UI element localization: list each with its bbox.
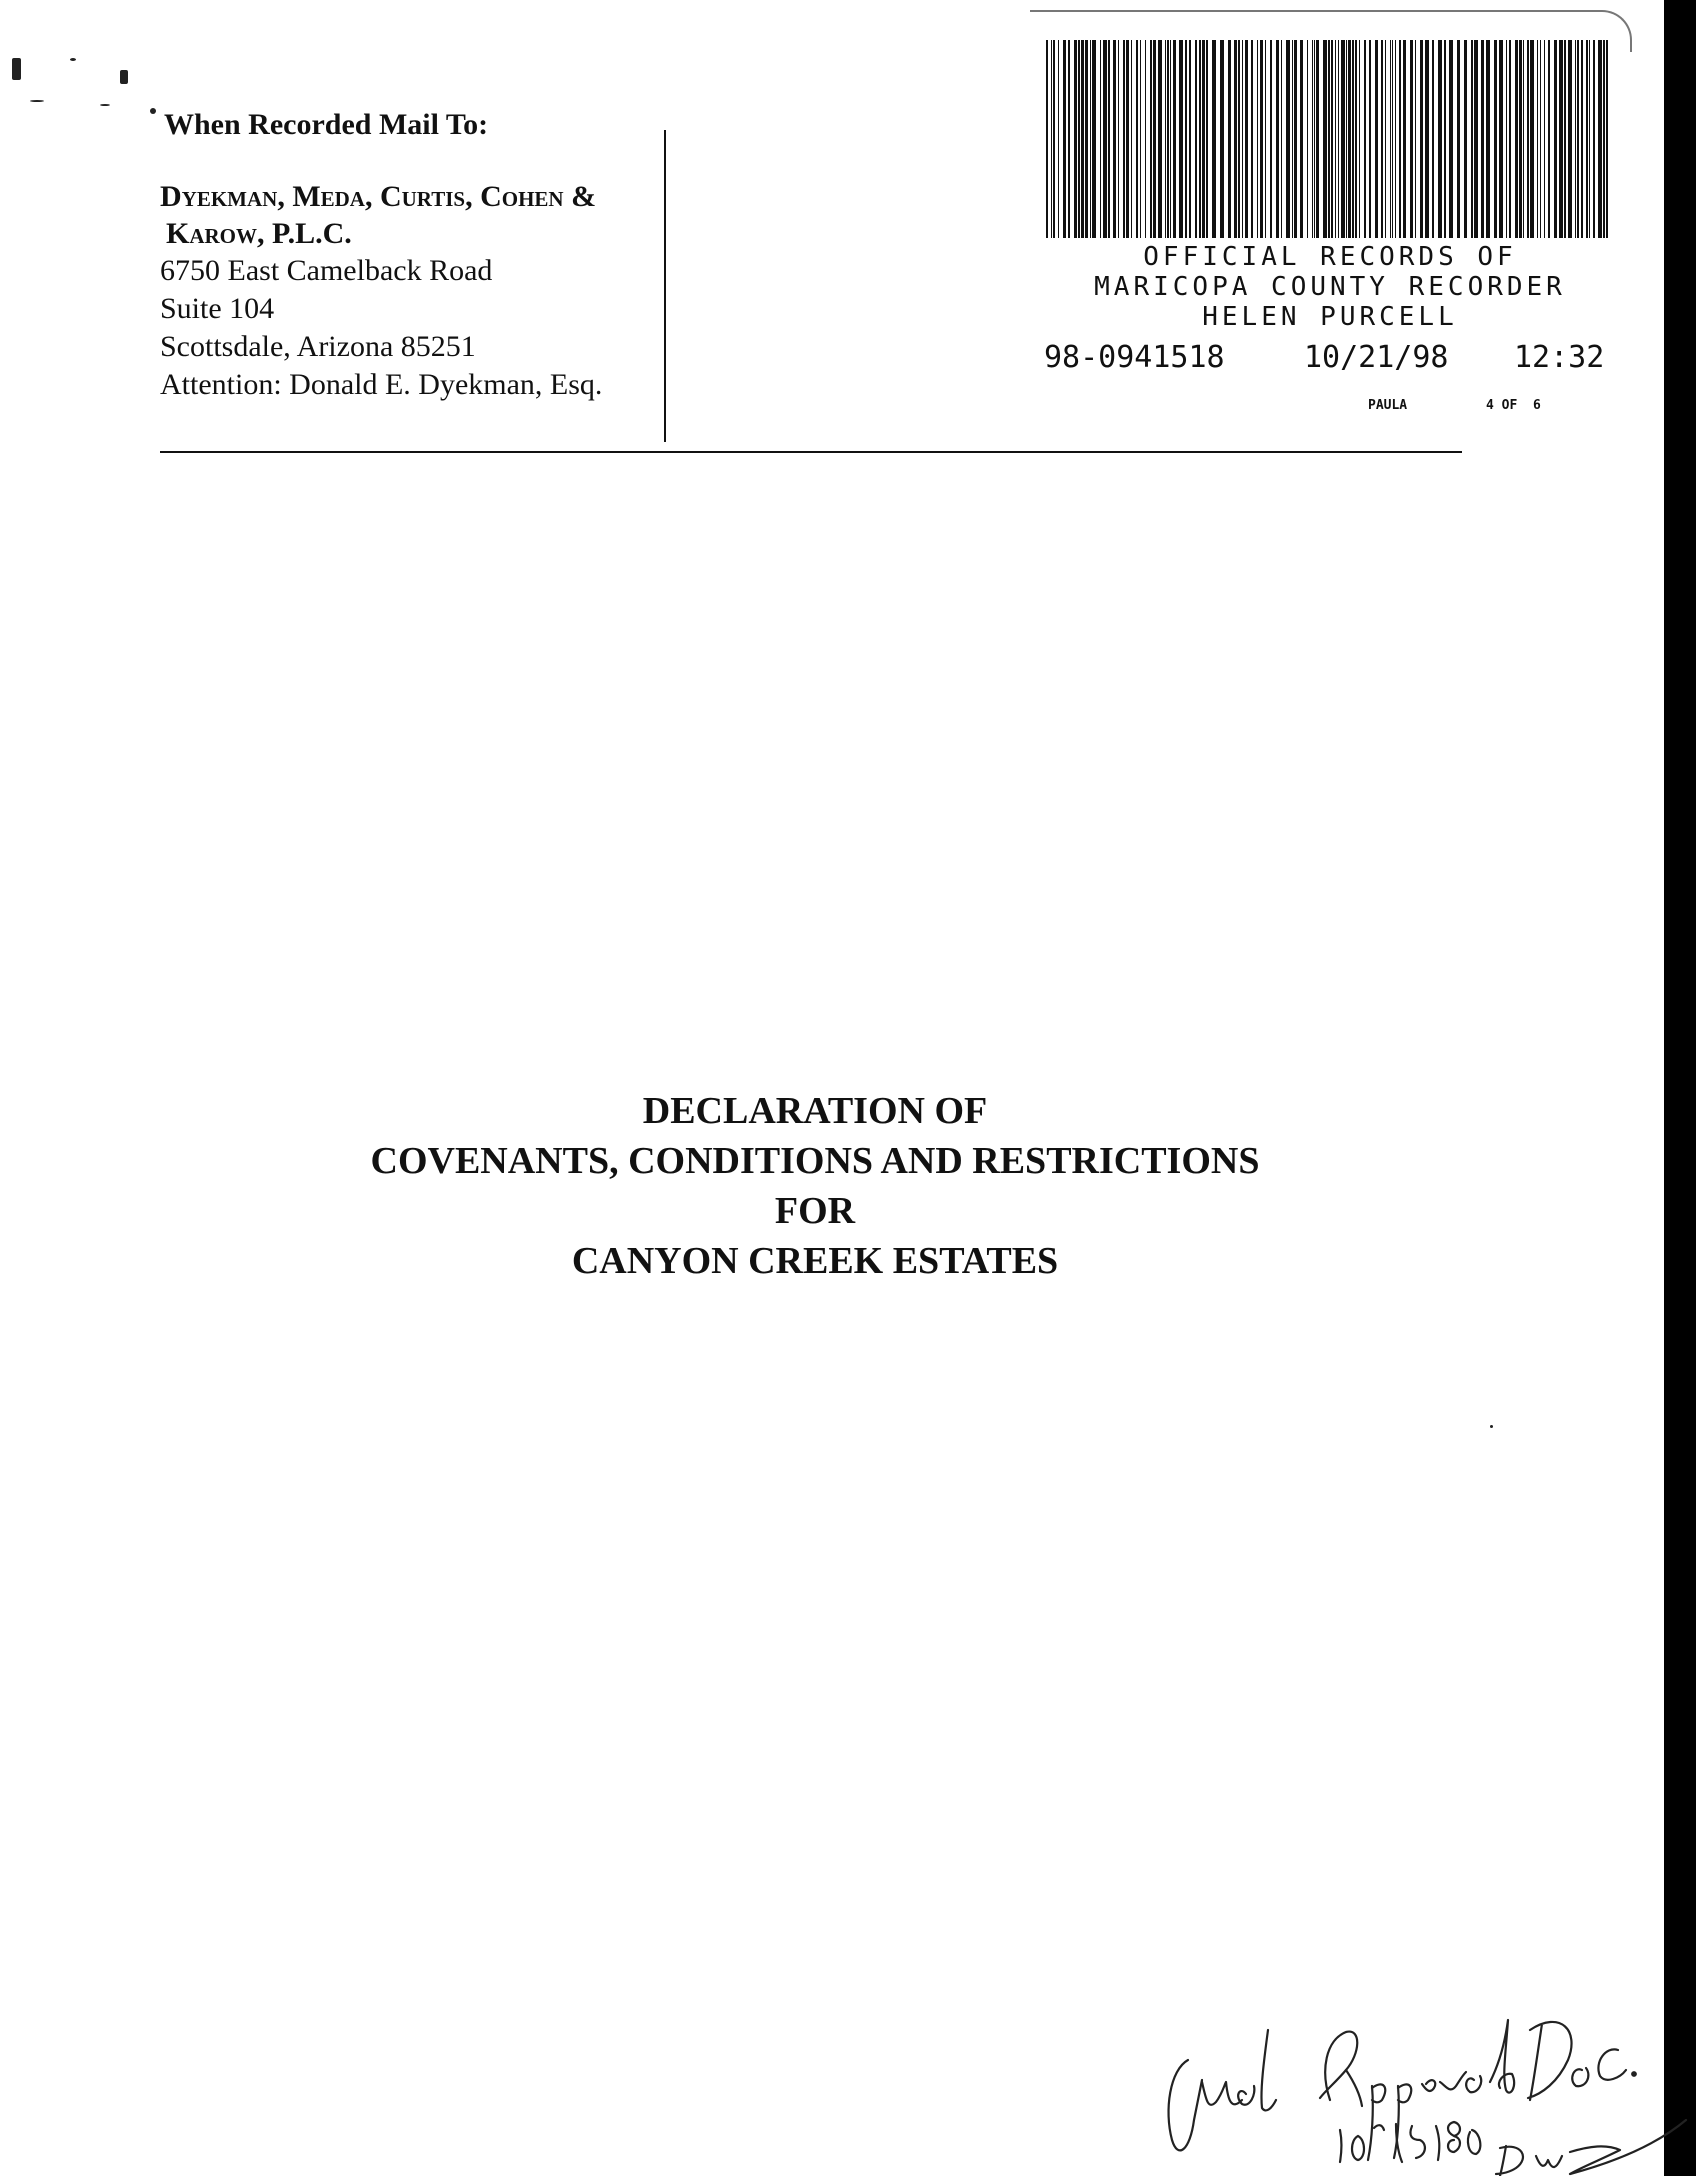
- barcode-bar: [1078, 40, 1080, 238]
- barcode-bar: [1544, 40, 1545, 238]
- barcode-bar: [1245, 40, 1248, 238]
- title-line4: CANYON CREEK ESTATES: [571, 1240, 1059, 1282]
- barcode-bar: [1530, 40, 1534, 238]
- barcode-bar: [1158, 40, 1162, 238]
- barcode-bar: [1165, 40, 1166, 238]
- scan-speck: [30, 100, 44, 102]
- barcode-bar: [1486, 40, 1490, 238]
- barcode-bar: [1103, 40, 1107, 238]
- barcode-bar: [1395, 40, 1396, 238]
- barcode-bar: [1314, 40, 1315, 238]
- barcode-bar: [1425, 40, 1429, 238]
- barcode-bar: [1481, 40, 1484, 238]
- barcode-bar: [1212, 40, 1216, 238]
- barcode-bar: [1300, 40, 1303, 238]
- barcode-bar: [1294, 40, 1297, 238]
- barcode-bar: [1603, 40, 1605, 238]
- title-line3: FOR: [774, 1190, 856, 1232]
- address-line: Scottsdale, Arizona 85251: [160, 330, 476, 363]
- document-number: 98-0941518: [1044, 340, 1225, 375]
- title-line1: DECLARATION OF: [642, 1090, 988, 1132]
- recorder-line1: OFFICIAL RECORDS OF: [1143, 242, 1517, 272]
- handwritten-signature: [1150, 1990, 1690, 2176]
- barcode-bar: [1369, 40, 1371, 238]
- barcode-bar: [1312, 40, 1313, 238]
- barcode-bar: [1346, 40, 1347, 238]
- barcode-bar: [1113, 40, 1116, 238]
- address-line: 6750 East Camelback Road: [160, 254, 493, 287]
- barcode-bar: [1170, 40, 1171, 238]
- barcode-bar: [1118, 40, 1119, 238]
- barcode-bar: [1548, 40, 1550, 238]
- barcode-bar: [1179, 40, 1183, 238]
- scan-speck: [70, 58, 76, 61]
- barcode-bar: [1053, 40, 1055, 238]
- recorder-line3: HELEN PURCELL: [1202, 302, 1458, 332]
- barcode-bar: [1068, 40, 1070, 238]
- mail-to-block: [160, 108, 660, 404]
- scan-speck: [100, 104, 110, 106]
- barcode-bar: [1276, 40, 1279, 238]
- barcode-bar: [1471, 40, 1473, 238]
- firm-name-line2: Karow, P.L.C.: [166, 217, 352, 250]
- barcode-bar: [1432, 40, 1434, 238]
- barcode-bar: [1348, 40, 1351, 238]
- barcode-bar: [1589, 40, 1590, 238]
- barcode-bar: [1131, 40, 1132, 238]
- barcode-bar: [1499, 40, 1503, 238]
- barcode-bar: [1238, 40, 1240, 238]
- address-line: Attention: Donald E. Dyekman, Esq.: [160, 368, 603, 401]
- scan-speck: [12, 58, 21, 80]
- firm-name-line1: Dyekman, Meda, Curtis, Cohen &: [160, 180, 597, 213]
- barcode-bar: [1307, 40, 1308, 238]
- mail-to-heading: When Recorded Mail To:: [164, 108, 489, 141]
- barcode-bar: [1540, 40, 1541, 238]
- barcode-bar: [1537, 40, 1538, 238]
- clerk-name: PAULA: [1368, 398, 1408, 413]
- barcode-bar: [1167, 40, 1169, 238]
- barcode-bar: [1410, 40, 1413, 238]
- scan-edge: [1664, 0, 1696, 2176]
- vertical-divider: [664, 130, 666, 442]
- barcode-bar: [1058, 40, 1059, 238]
- barcode-bar: [1292, 40, 1293, 238]
- barcode-bar: [1355, 40, 1357, 238]
- horizontal-divider: [160, 451, 1462, 453]
- barcode-bar: [1136, 40, 1138, 238]
- barcode-bar: [1449, 40, 1453, 238]
- barcode-bar: [1228, 40, 1231, 238]
- barcode-bar: [1564, 40, 1566, 238]
- page-count: 4 OF 6: [1486, 398, 1541, 413]
- barcode-bar: [1364, 40, 1366, 238]
- barcode-bar: [1577, 40, 1579, 238]
- barcode-bar: [1575, 40, 1576, 238]
- barcode-bar: [1063, 40, 1066, 238]
- barcode-bar: [1090, 40, 1091, 238]
- barcode-bar: [1352, 40, 1354, 238]
- barcode-bar: [1286, 40, 1290, 238]
- barcode-bar: [1202, 40, 1205, 238]
- barcode-bar: [1392, 40, 1393, 238]
- document-title: [0, 1086, 1630, 1286]
- barcode-bar: [1195, 40, 1197, 238]
- barcode-bar: [1153, 40, 1156, 238]
- recorder-stamp: [1030, 10, 1630, 430]
- address-line: Suite 104: [160, 292, 275, 325]
- barcode-bar: [1523, 40, 1524, 238]
- barcode-bar: [1509, 40, 1511, 238]
- barcode-bar: [1257, 40, 1258, 238]
- barcode-bar: [1281, 40, 1282, 238]
- barcode-bar: [1519, 40, 1522, 238]
- barcode-bar: [1515, 40, 1518, 238]
- scan-speck: [150, 108, 156, 114]
- barcode-bar: [1359, 40, 1360, 238]
- barcode-bar: [1559, 40, 1563, 238]
- barcode-bar: [1381, 40, 1383, 238]
- barcode-bar: [1189, 40, 1191, 238]
- barcode-bar: [1420, 40, 1423, 238]
- barcode-bar: [1260, 40, 1263, 238]
- barcode-bar: [1085, 40, 1088, 238]
- barcode-bar: [1457, 40, 1460, 238]
- barcode-bar: [1328, 40, 1330, 238]
- barcode-bar: [1270, 40, 1272, 238]
- recorder-line2: MARICOPA COUNTY RECORDER: [1094, 272, 1566, 302]
- barcode-bar: [1494, 40, 1497, 238]
- barcode-bar: [1415, 40, 1416, 238]
- barcode-bar: [1331, 40, 1333, 238]
- barcode-bar: [1444, 40, 1446, 238]
- recording-time: 12:32: [1514, 340, 1605, 375]
- barcode-bar: [1335, 40, 1336, 238]
- barcode-bar: [1046, 40, 1048, 238]
- barcode-bar: [1598, 40, 1602, 238]
- barcode-bar: [1464, 40, 1467, 238]
- barcode-bar: [1108, 40, 1110, 238]
- barcode-bar: [1145, 40, 1146, 238]
- barcode-bar: [1581, 40, 1583, 238]
- barcode-bar: [1265, 40, 1266, 238]
- barcode-bar: [1092, 40, 1096, 238]
- barcode-bar: [1586, 40, 1588, 238]
- barcode-bar: [1375, 40, 1378, 238]
- scan-speck: [1490, 1425, 1493, 1428]
- barcode-bar: [1051, 40, 1052, 238]
- barcode-bar: [1390, 40, 1391, 238]
- barcode-bar: [1126, 40, 1129, 238]
- barcode-image: [1046, 40, 1608, 238]
- barcode-bar: [1527, 40, 1529, 238]
- barcode-bar: [1338, 40, 1339, 238]
- barcode-bar: [1323, 40, 1327, 238]
- barcode-bar: [1123, 40, 1125, 238]
- barcode-bar: [1385, 40, 1386, 238]
- barcode-bar: [1341, 40, 1345, 238]
- barcode-bar: [1403, 40, 1406, 238]
- barcode-bar: [1506, 40, 1507, 238]
- barcode-bar: [1199, 40, 1201, 238]
- barcode-bar: [1438, 40, 1442, 238]
- barcode-bar: [1251, 40, 1253, 238]
- title-line2: COVENANTS, CONDITIONS AND RESTRICTIONS: [370, 1140, 1260, 1182]
- barcode-bar: [1568, 40, 1572, 238]
- barcode-bar: [1474, 40, 1478, 238]
- barcode-bar: [1140, 40, 1141, 238]
- barcode-bar: [1593, 40, 1595, 238]
- barcode-bar: [1173, 40, 1176, 238]
- barcode-bar: [1234, 40, 1237, 238]
- barcode-bar: [1554, 40, 1557, 238]
- barcode-bar: [1206, 40, 1208, 238]
- barcode-bar: [1316, 40, 1319, 238]
- barcode-bar: [1220, 40, 1224, 238]
- barcode-bar: [1606, 40, 1608, 238]
- barcode-bar: [1399, 40, 1401, 238]
- barcode-bar: [1100, 40, 1101, 238]
- barcode-bar: [1242, 40, 1243, 238]
- barcode-bar: [1185, 40, 1187, 238]
- scan-speck: [120, 70, 128, 84]
- barcode-bar: [1081, 40, 1084, 238]
- recording-date: 10/21/98: [1304, 340, 1449, 375]
- barcode-bar: [1074, 40, 1077, 238]
- barcode-bar: [1150, 40, 1152, 238]
